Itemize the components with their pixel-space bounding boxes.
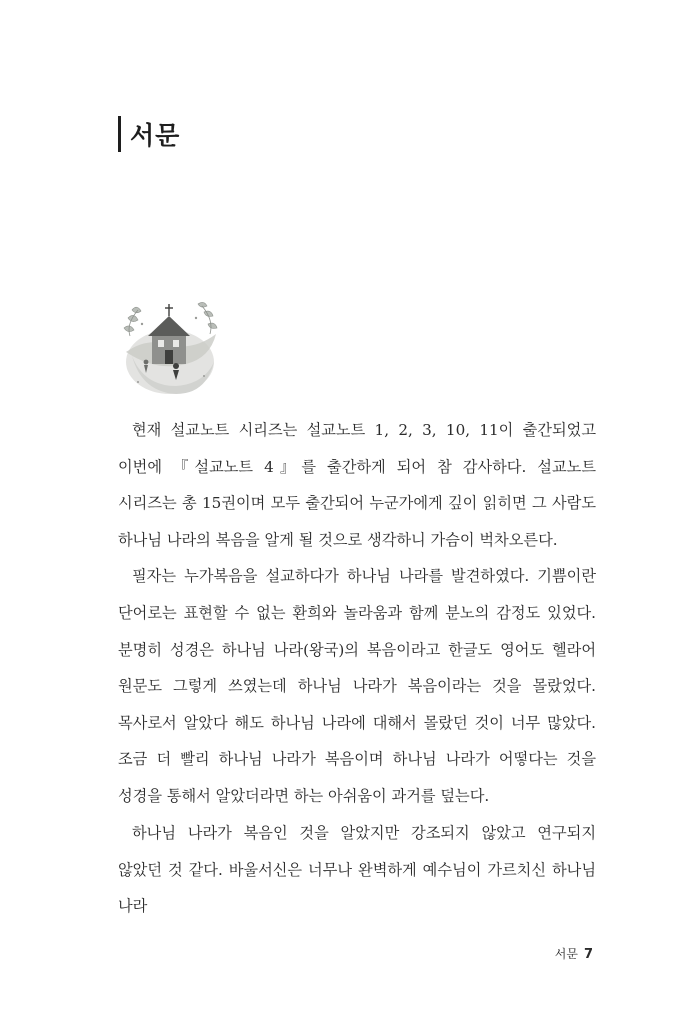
body-block-1 xyxy=(118,412,596,815)
church-illustration xyxy=(118,296,220,400)
page-footer xyxy=(555,945,593,962)
paragraph: 현재 설교노트 시리즈는 설교노트 1, 2, 3, 10, 11이 출간되었고 이번에 『설교노트 4』를 출간하게 되어 참 감사하다. 설교노트 시리즈는 총 15권이며 모두 출간되어 누군가에게 깊이 읽히면 그 사람도 하나님 나라의 복음을 알게 될 것으로 생각하니 가슴이 벅차오른다. xyxy=(118,421,596,549)
paragraph: 하나님 나라가 복음인 것을 알았지만 강조되지 않았고 연구되지 않았던 것 같다. 바울서신은 너무나 완벽하게 예수님이 가르치신 하나님 나라 xyxy=(118,824,596,916)
page-title: 서문 xyxy=(130,121,181,150)
page-number: 7 xyxy=(583,947,593,962)
section-heading xyxy=(118,116,180,152)
footer-section-label: 서문 xyxy=(554,947,578,961)
heading-bar xyxy=(118,116,121,152)
body-block-2 xyxy=(118,815,596,925)
paragraph: 필자는 누가복음을 설교하다가 하나님 나라를 발견하였다. 기쁨이란 단어로는 표현할 수 없는 환희와 놀라움과 함께 분노의 감정도 있었다. 분명히 성경은 하나님 나라(왕국)의 복음이라고 한글도 영어도 헬라어 원문도 그렇게 쓰였는데 하나님 나라가 복음이라는 것을 몰랐었다. 목사로서 알았다 해도 하나님 나라에 대해서 몰랐던 것이 너무 많았다. 조금 더 빨리 하나님 나라가 복음이며 하나님 나라가 어떻다는 것을 성경을 통해서 알았더라면 하는 아쉬움이 과거를 덮는다. xyxy=(118,567,596,805)
